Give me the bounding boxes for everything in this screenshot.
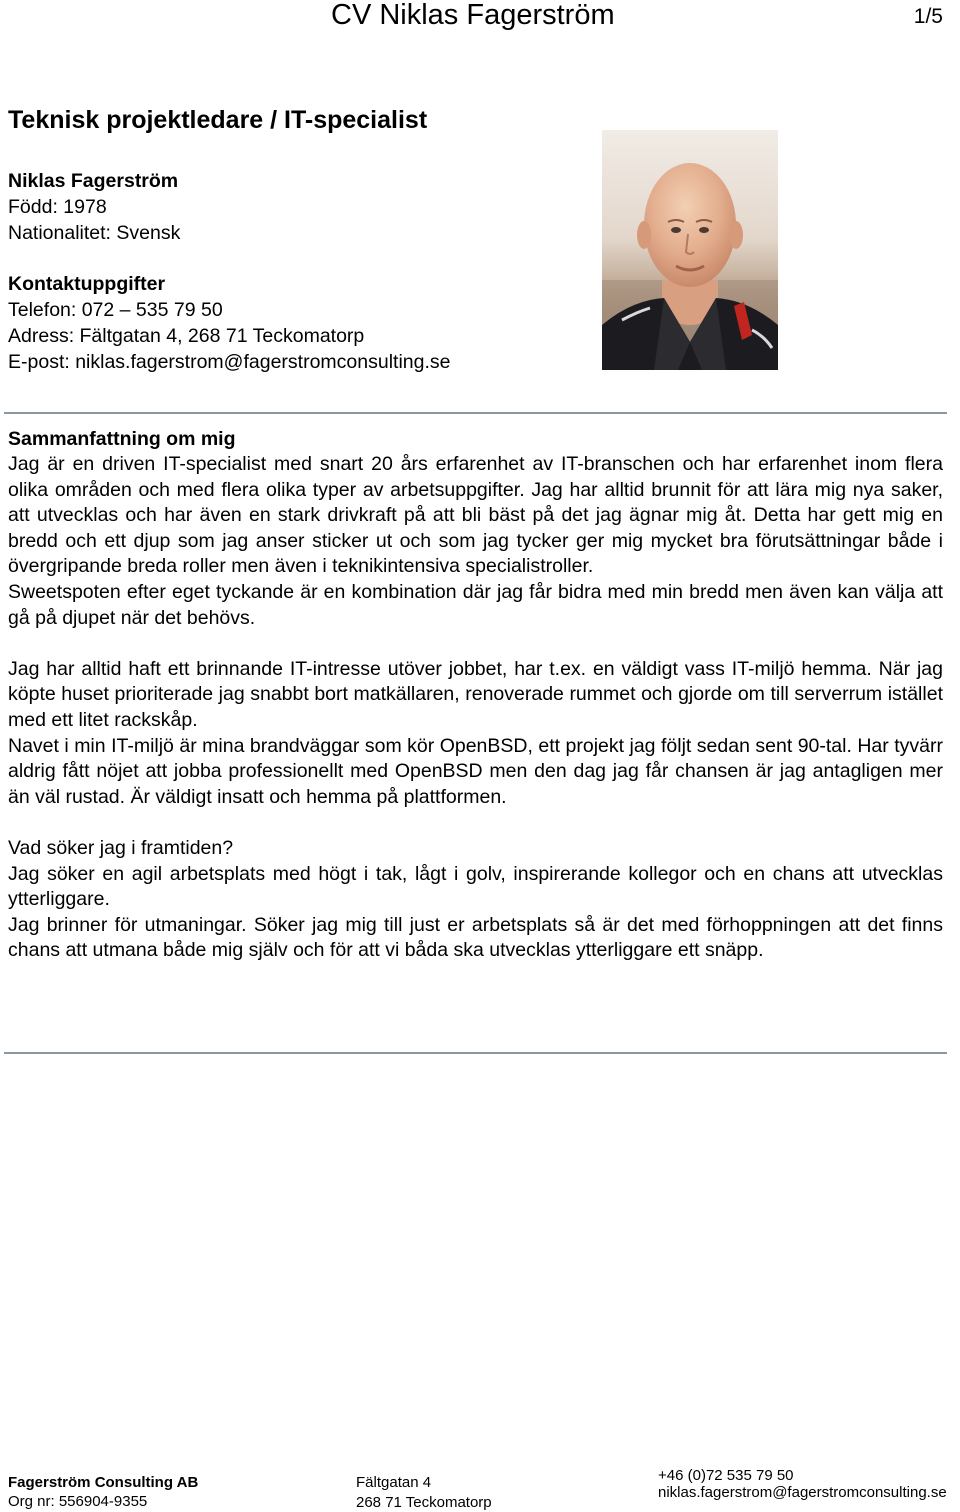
divider — [4, 1052, 947, 1054]
future-heading: Vad söker jag i framtiden? — [8, 836, 234, 859]
footer-city: 268 71 Teckomatorp — [356, 1494, 492, 1511]
footer-phone: +46 (0)72 535 79 50 — [658, 1467, 794, 1484]
future-paragraph-1: Jag söker en agil arbetsplats med högt i tak, lågt i golv, inspirerande kollegor och en chans att utvecklas ytterliggare. — [8, 862, 943, 911]
person-name: Niklas Fagerström — [8, 170, 179, 192]
summary-paragraph-1: Jag är en driven IT-specialist med snart 20 års erfarenhet av IT-branschen och har erfarenhet inom flera olika områden och med flera olika typer av arbetsuppgifter. Jag har alltid brunnit för att lära mig nya saker, att utvecklas och har även en stark drivkraft på att bli bäst på det jag ägnar mig åt. Detta har gett mig en bredd och ett djup som jag anser sticker ut och som jag tycker ger mig mycket bra förutsättningar både i övergripande breda roller men även i teknikintensiva specialistroller. — [8, 453, 943, 578]
portrait-photo — [602, 130, 778, 370]
contact-phone: Telefon: 072 – 535 79 50 — [8, 299, 223, 321]
page-header — [0, 0, 960, 36]
future-paragraph-2: Jag brinner för utmaningar. Söker jag mig till just er arbetsplats så är det med förhoppningen att det finns chans att utmana både mig själv och för att vi båda ska utvecklas ytterliggare ett snäpp. — [8, 913, 943, 962]
divider — [4, 412, 947, 414]
document-title: CV Niklas Fagerström — [331, 0, 615, 31]
footer-email: niklas.fagerstrom@fagerstromconsulting.se — [658, 1484, 947, 1501]
contact-email: E-post: niklas.fagerstrom@fagerstromconsulting.se — [8, 351, 451, 373]
summary-heading: Sammanfattning om mig — [8, 428, 236, 450]
summary-paragraph-2: Sweetspoten efter eget tyckande är en kombination där jag får bidra med min bredd men även kan välja att gå på djupet när det behövs. — [8, 580, 943, 629]
page-number: 1/5 — [913, 5, 943, 28]
summary-text — [8, 452, 943, 964]
summary-paragraph-4: Navet i min IT-miljö är mina brandväggar som kör OpenBSD, ett projekt jag följt sedan sent 90-tal. Har tyvärr aldrig fått nöjet att jobba professionellt med OpenBSD men den dag jag får chansen är jag antagligen mer än väl rustad. Är väldigt insatt och hemma på plattformen. — [8, 734, 943, 808]
footer-street: Fältgatan 4 — [356, 1474, 432, 1491]
contact-heading: Kontaktuppgifter — [8, 273, 166, 295]
summary-paragraph-3: Jag har alltid haft ett brinnande IT-intresse utöver jobbet, har t.ex. en väldigt vass IT-miljö hemma. När jag köpte huset prioriterade jag snabbt bort matkällaren, renoverade rummet och gjorde om till serverrum istället med ett litet rackskåp. — [8, 657, 943, 731]
footer-org-number: Org nr: 556904-9355 — [8, 1493, 148, 1510]
footer-company: Fagerström Consulting AB — [8, 1474, 199, 1491]
nationality: Nationalitet: Svensk — [8, 222, 181, 244]
cv-headline: Teknisk projektledare / IT-specialist — [8, 106, 428, 134]
birth-year: Född: 1978 — [8, 196, 107, 218]
contact-address: Adress: Fältgatan 4, 268 71 Teckomatorp — [8, 325, 365, 347]
